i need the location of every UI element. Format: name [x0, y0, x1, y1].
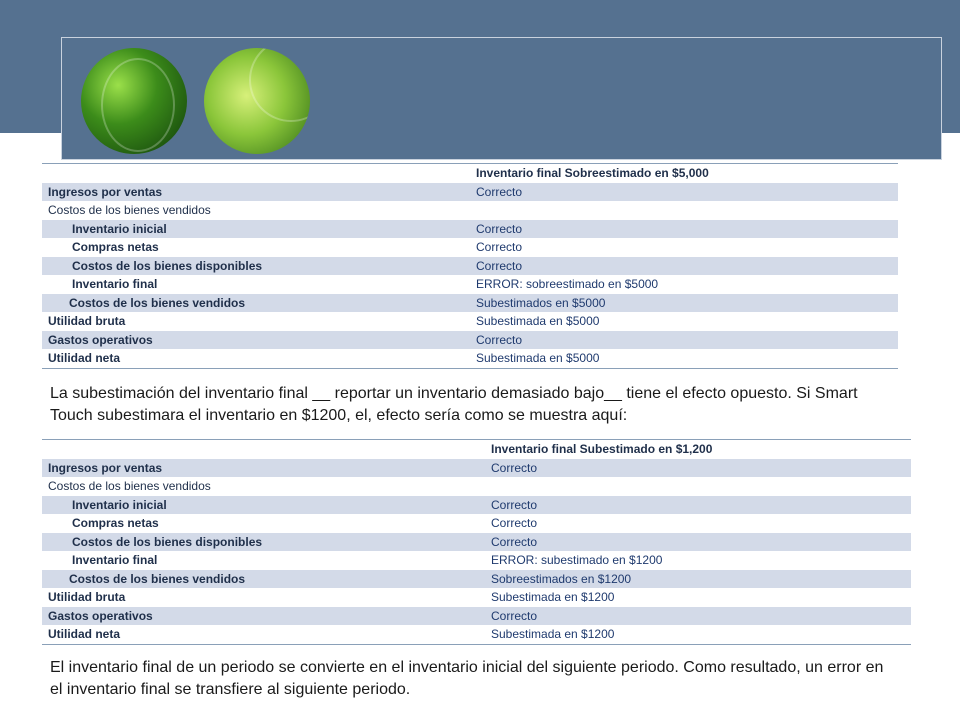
table-row — [42, 294, 898, 313]
table-understated — [42, 439, 911, 645]
row-value: Correcto — [470, 257, 898, 276]
table-row — [42, 349, 898, 368]
row-label: Costos de los bienes vendidos — [48, 479, 211, 494]
row-value: ERROR: subestimado en $1200 — [491, 553, 663, 568]
row-label: Compras netas — [72, 516, 159, 531]
table-row — [42, 477, 911, 496]
column-header: Inventario final Sobreestimado en $5,000 — [470, 164, 898, 183]
column-header: Inventario final Subestimado en $1,200 — [485, 440, 911, 459]
table-header-row — [42, 440, 911, 459]
row-label: Costos de los bienes disponibles — [42, 257, 470, 276]
row-value: Correcto — [485, 459, 911, 478]
row-value: Subestimada en $1200 — [485, 625, 911, 644]
row-label: Gastos operativos — [42, 607, 485, 626]
table-row — [42, 238, 898, 257]
row-value: Subestimada en $5000 — [470, 349, 898, 368]
table-overstated — [42, 163, 898, 369]
row-value: Correcto — [491, 516, 538, 531]
row-value — [470, 201, 898, 220]
leaf-image-1 — [81, 48, 187, 154]
row-value: Correcto — [485, 496, 911, 515]
table-header-row — [42, 164, 898, 183]
row-label: Utilidad neta — [42, 349, 470, 368]
table-row — [42, 275, 898, 294]
row-label: Inventario inicial — [42, 496, 485, 515]
table-row — [42, 551, 911, 570]
row-label: Utilidad bruta — [48, 590, 126, 605]
table-row — [42, 625, 911, 644]
row-value: Correcto — [470, 331, 898, 350]
row-value: Correcto — [485, 607, 911, 626]
row-value: Correcto — [485, 533, 911, 552]
header-frame — [61, 37, 942, 160]
row-value: Correcto — [470, 220, 898, 239]
table-row — [42, 533, 911, 552]
row-label: Ingresos por ventas — [42, 183, 470, 202]
row-label: Inventario inicial — [42, 220, 470, 239]
table-row — [42, 496, 911, 515]
leaf-image-2 — [204, 48, 310, 154]
row-value: Correcto — [470, 183, 898, 202]
row-label: Compras netas — [72, 240, 159, 255]
row-value — [485, 477, 911, 496]
table-row — [42, 459, 911, 478]
paragraph-carryover: El inventario final de un periodo se convierte en el inventario inicial del siguiente periodo. Como resultado, un error en el inventario final se transfiere al siguiente periodo. — [50, 659, 884, 698]
row-value: ERROR: sobreestimado en $5000 — [476, 277, 659, 292]
row-label: Costos de los bienes disponibles — [42, 533, 485, 552]
table-row — [42, 220, 898, 239]
table-row — [42, 570, 911, 589]
row-label: Ingresos por ventas — [42, 459, 485, 478]
paragraph-understated: La subestimación del inventario final __ reportar un inventario demasiado bajo__ tiene el efecto opuesto. Si Smart Touch subestimara el inventario en $1200, el, efecto sería como se muestra aquí: — [50, 385, 858, 424]
row-value: Correcto — [476, 240, 523, 255]
table-row — [42, 201, 898, 220]
table-row — [42, 514, 911, 533]
table-row — [42, 607, 911, 626]
row-label: Costos de los bienes vendidos — [48, 203, 211, 218]
row-label: Gastos operativos — [42, 331, 470, 350]
row-value: Sobreestimados en $1200 — [485, 570, 911, 589]
row-label: Utilidad neta — [42, 625, 485, 644]
row-value: Subestimados en $5000 — [470, 294, 898, 313]
table-row — [42, 331, 898, 350]
table-row — [42, 312, 898, 331]
table-row — [42, 588, 911, 607]
row-value: Subestimada en $1200 — [491, 590, 615, 605]
row-label: Inventario final — [72, 277, 158, 292]
row-label: Inventario final — [72, 553, 158, 568]
table-row — [42, 257, 898, 276]
row-value: Subestimada en $5000 — [476, 314, 600, 329]
row-label: Costos de los bienes vendidos — [42, 570, 485, 589]
row-label: Costos de los bienes vendidos — [42, 294, 470, 313]
row-label: Utilidad bruta — [48, 314, 126, 329]
table-row — [42, 183, 898, 202]
